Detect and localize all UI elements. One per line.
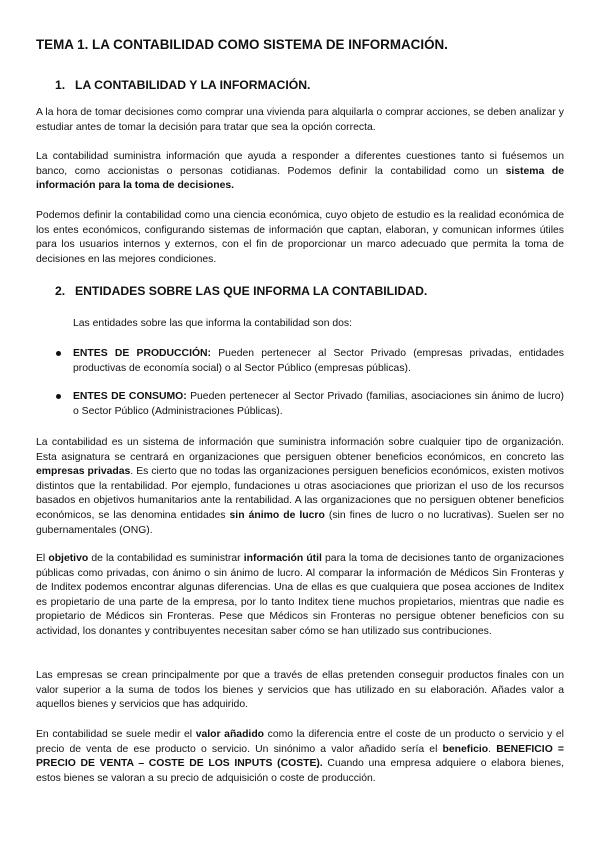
paragraph-7-bold-a: valor añadido xyxy=(195,729,265,740)
bullet-label: ENTES DE PRODUCCIÓN: xyxy=(73,348,211,359)
paragraph-5-text-a: El xyxy=(36,553,49,564)
paragraph-7-text-d: Cuando una empresa adquiere o elabora bienes, estos bienes se valoran a su precio de adquisición o coste de producción. xyxy=(36,758,564,784)
paragraph-7-bold-b: beneficio xyxy=(442,743,489,755)
paragraph-7-text-a: En contabilidad se suele medir el xyxy=(36,729,196,740)
paragraph-5-bold-a: objetivo xyxy=(48,553,89,564)
paragraph-5 xyxy=(36,552,564,640)
paragraph-5-text-c: para la toma de decisiones tanto de organizaciones públicas como privadas, con ánimo o sin ánimo de lucro. Al comparar la información de Médicos Sin Fronteras y de Inditex podemos encontrar algunas diferencias. Una de ellas es que cualquiera que posea acciones de Inditex es propietario de una parte de la empresa, por lo tanto Inditex tiene muchos propietarios, mientras que nadie es propietario de Médicos sin Fronteras. Pese que Médicos sin Fronteras no persigue obtener beneficios con su actividad, los donantes y contribuyentes necesitan saber cómo se han utilizado sus contribuciones. xyxy=(36,553,564,637)
bullet-item-consumption xyxy=(56,390,564,419)
paragraph-5-bold-b: información útil xyxy=(243,553,322,564)
paragraph-1: A la hora de tomar decisiones como comprar una vivienda para alquilarla o comprar acciones, se deben analizar y estudiar antes de tomar la decisión para tratar que sea la opción correcta. xyxy=(36,107,564,133)
paragraph-4-text-a: La contabilidad es un sistema de información que suministra información sobre cualquier tipo de organización. Esta asignatura se centrará en organizaciones que persiguen obtener beneficios económicos, en concreto las xyxy=(36,437,564,463)
section-1-title: LA CONTABILIDAD Y LA INFORMACIÓN. xyxy=(75,78,311,92)
bullet-text: Pueden pertenecer al Sector Privado (familias, asociaciones sin ánimo de lucro) o Sector Público (Administraciones Públicas). xyxy=(73,391,564,417)
bullet-label: ENTES DE CONSUMO: xyxy=(73,391,187,402)
section-1-number: 1. xyxy=(55,78,66,92)
paragraph-7-formula: BENEFICIO = PRECIO DE VENTA – COSTE DE LOS INPUTS (COSTE). xyxy=(36,743,564,770)
section-1-heading xyxy=(55,78,310,92)
paragraph-2 xyxy=(36,150,564,194)
paragraph-4-text-c: (sin fines de lucro o no lucrativas). Suelen ser no gubernamentales (ONG). xyxy=(36,509,564,536)
paragraph-7 xyxy=(36,728,564,786)
section-2-heading xyxy=(55,284,427,298)
paragraph-4-text-b: . Es cierto que no todas las organizaciones persiguen beneficios económicos, existen motivos distintos que la rentabilidad. Por ejemplo, fundaciones u otras asociaciones que priorizan el uso de los recursos basados en objetivos humanitarios ante la rentabilidad. A las organizaciones que no persiguen obtener beneficios económicos, se las denomina entidades xyxy=(36,466,564,521)
bullet-icon xyxy=(56,394,61,399)
paragraph-6: Las empresas se crean principalmente por que a través de ellas pretenden conseguir productos finales con un valor superior a la suma de todos los bienes y servicios que has utilizado en su elaboración. Añades valor a aquellos bienes y servicios que has adquirido. xyxy=(36,670,564,711)
document-title: TEMA 1. LA CONTABILIDAD COMO SISTEMA DE INFORMACIÓN. xyxy=(36,37,448,52)
paragraph-5-text-b: de la contabilidad es suministrar xyxy=(88,553,244,564)
bullet-item-production xyxy=(56,347,564,376)
paragraph-2-text: La contabilidad suministra información que ayuda a responder a diferentes cuestiones tanto si fuésemos un banco, como accionistas o personas cotidianas. Podemos definir la contabilidad como un xyxy=(36,151,564,177)
paragraph-2-bold: sistema de información para la toma de decisiones. xyxy=(36,165,564,192)
section-2-title: ENTIDADES SOBRE LAS QUE INFORMA LA CONTABILIDAD. xyxy=(75,284,428,298)
paragraph-4-bold-a: empresas privadas xyxy=(36,466,131,478)
paragraph-7-text-c: . xyxy=(488,743,497,755)
paragraph-7-text-b: como la diferencia entre el coste de un producto o servicio y el precio de venta de ese producto o servicio. Un sinónimo a valor añadido sería el xyxy=(36,729,564,755)
paragraph-4-bold-b: sin ánimo de lucro xyxy=(229,509,325,521)
paragraph-3: Podemos definir la contabilidad como una ciencia económica, cuyo objeto de estudio es la realidad económica de los entes económicos, configurando sistemas de información que captan, elaboran, y comunican informes útiles para los usuarios internos y externos, con el fin de proporcionar un marco adecuado que permita la toma de decisiones en las mejores condiciones. xyxy=(36,210,564,265)
bullet-icon xyxy=(56,351,61,356)
paragraph-4 xyxy=(36,436,564,538)
entities-intro: Las entidades sobre las que informa la contabilidad son dos: xyxy=(73,318,352,329)
bullet-text: Pueden pertenecer al Sector Privado (empresas privadas, entidades productivas de economía social) o al Sector Público (empresas públicas). xyxy=(73,348,564,374)
section-2-number: 2. xyxy=(55,284,66,298)
